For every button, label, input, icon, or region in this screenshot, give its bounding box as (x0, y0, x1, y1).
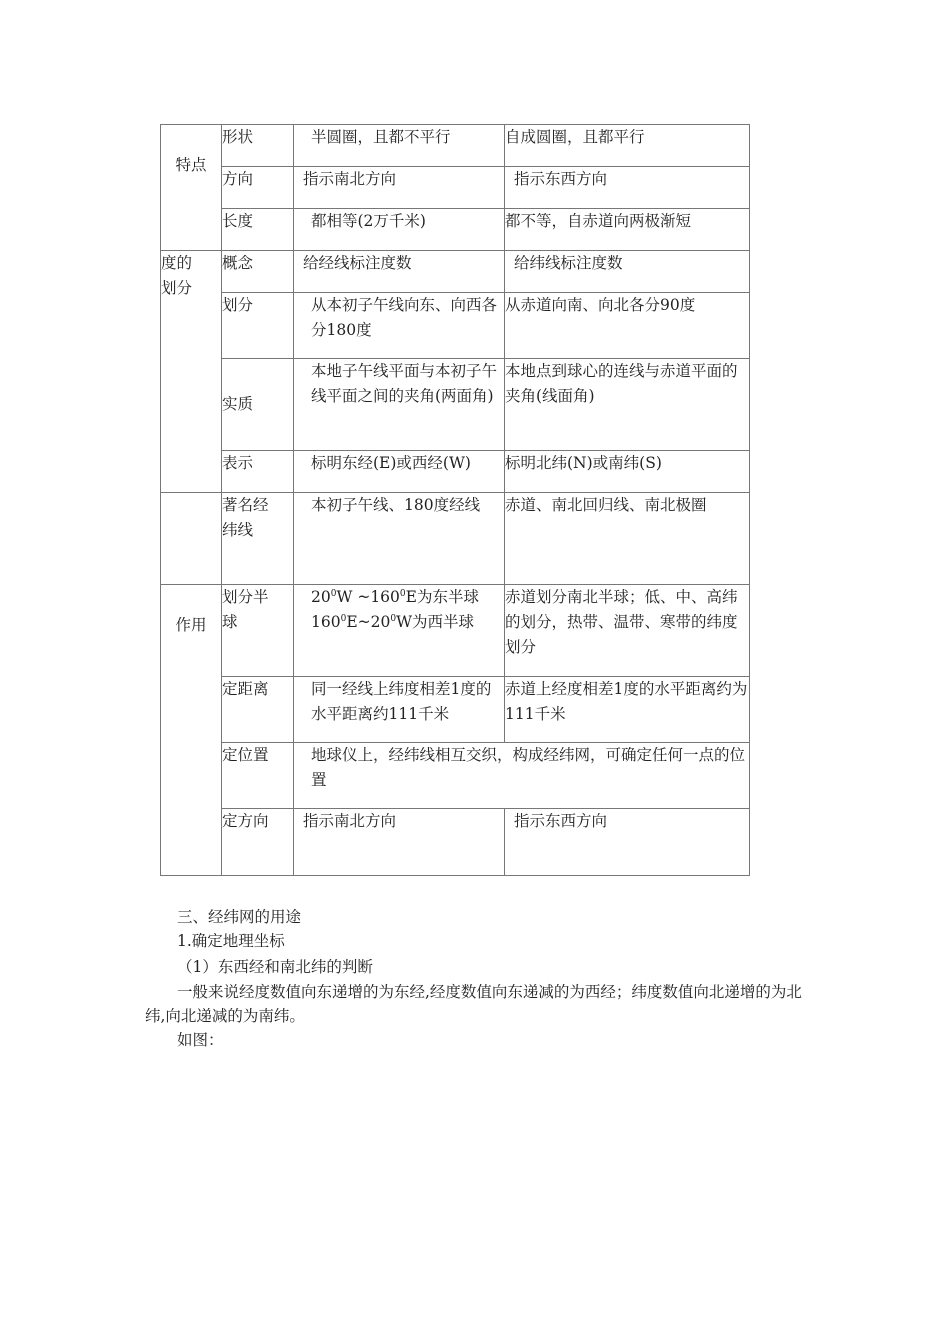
cell-hemisphere-meridian (294, 585, 505, 677)
row-label-division: 划分 (222, 293, 294, 359)
cell-notation-parallel: 标明北纬(N)或南纬(S) (505, 451, 750, 493)
row-label-orient: 定方向 (222, 809, 294, 876)
category-features: 特点 (161, 125, 222, 251)
row-label-direction: 方向 (222, 167, 294, 209)
cell-length-meridian: 都相等(2万千米) (294, 209, 505, 251)
cell-orient-meridian: 指示南北方向 (294, 809, 505, 876)
row-label-hemisphere: 划分半球 (222, 585, 294, 677)
cell-shape-meridian: 半圆圈，且都不平行 (294, 125, 505, 167)
hemisphere-west-line: $160^0E\sim 20^0W$为西半球 (311, 613, 475, 631)
row-label-notation: 表示 (222, 451, 294, 493)
row-label-length: 长度 (222, 209, 294, 251)
category-empty (161, 493, 222, 585)
row-label-concept: 概念 (222, 251, 294, 293)
row-label-essence: 实质 (222, 359, 294, 451)
cell-essence-meridian: 本地子午线平面与本初子午线平面之间的夹角(两面角) (294, 359, 505, 451)
cell-division-meridian: 从本初子午线向东、向西各分180度 (294, 293, 505, 359)
cell-length-parallel: 都不等，自赤道向两极渐短 (505, 209, 750, 251)
subheading-judgement: （1）东西经和南北纬的判断 (177, 958, 373, 976)
category-degree: 度的划分 (161, 251, 222, 493)
cell-direction-parallel: 指示东西方向 (505, 167, 750, 209)
figure-label: 如图： (177, 1031, 224, 1049)
subheading-coordinates: 1.确定地理坐标 (177, 932, 285, 950)
cell-concept-meridian: 给经线标注度数 (294, 251, 505, 293)
cell-notation-meridian: 标明东经(E)或西经(W) (294, 451, 505, 493)
cell-direction-meridian: 指示南北方向 (294, 167, 505, 209)
cell-essence-parallel: 本地点到球心的连线与赤道平面的夹角(线面角) (505, 359, 750, 451)
cell-concept-parallel: 给纬线标注度数 (505, 251, 750, 293)
cell-famous-meridian: 本初子午线、180度经线 (294, 493, 505, 585)
body-paragraph: 一般来说经度数值向东递增的为东经,经度数值向东递减的为西经；纬度数值向北递增的为北纬,向北递减的为南纬。 (145, 983, 802, 1025)
category-use: 作用 (161, 585, 222, 876)
hemisphere-east-line: $20^0W$ $\sim 160^0E$为东半球 (311, 588, 479, 606)
row-label-shape: 形状 (222, 125, 294, 167)
cell-hemisphere-parallel: 赤道划分南北半球；低、中、高纬的划分，热带、温带、寒带的纬度划分 (505, 585, 750, 677)
comparison-table (160, 124, 750, 876)
cell-position: 地球仪上，经纬线相互交织，构成经纬网，可确定任何一点的位置 (294, 743, 750, 809)
row-label-position: 定位置 (222, 743, 294, 809)
row-label-famous: 著名经纬线 (222, 493, 294, 585)
cell-orient-parallel: 指示东西方向 (505, 809, 750, 876)
cell-distance-parallel: 赤道上经度相差1度的水平距离约为111千米 (505, 677, 750, 743)
cell-distance-meridian: 同一经线上纬度相差1度的水平距离约111千米 (294, 677, 505, 743)
section-heading: 三、经纬网的用途 (177, 908, 302, 926)
row-label-distance: 定距离 (222, 677, 294, 743)
cell-shape-parallel: 自成圆圈，且都平行 (505, 125, 750, 167)
cell-division-parallel: 从赤道向南、向北各分90度 (505, 293, 750, 359)
cell-famous-parallel: 赤道、南北回归线、南北极圈 (505, 493, 750, 585)
